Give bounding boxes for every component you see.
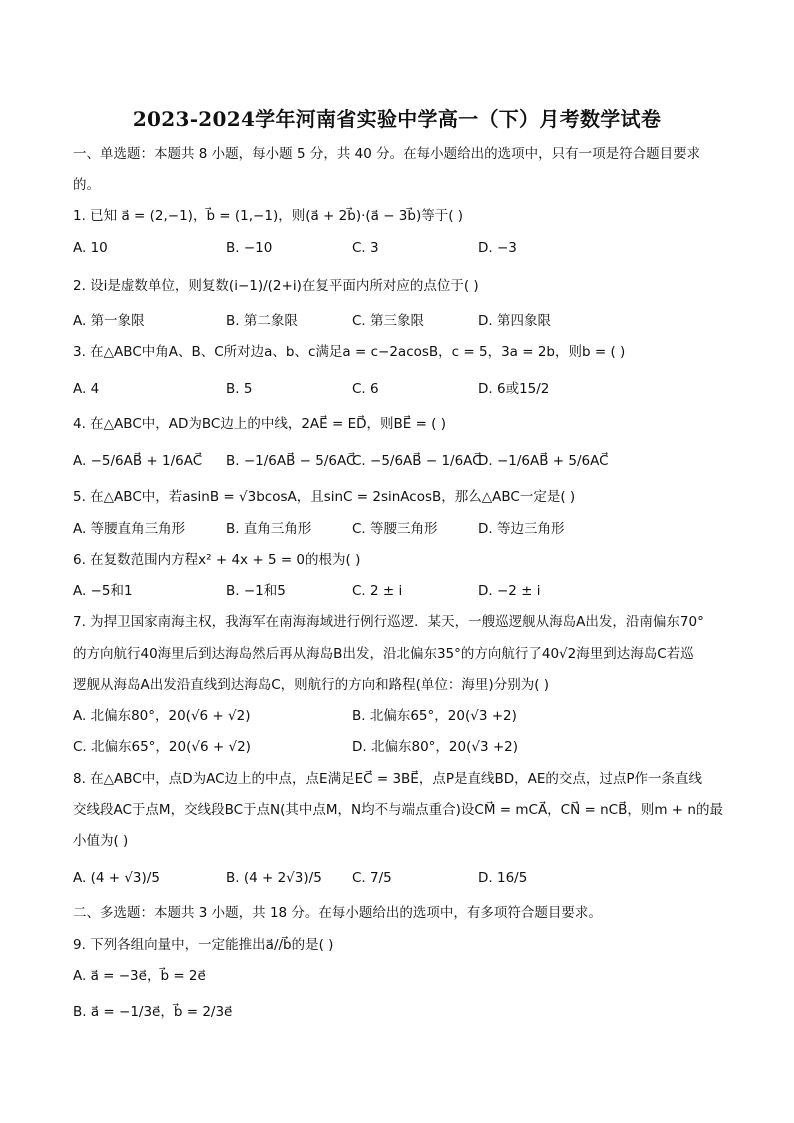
- question-4-option-b: B. −1/6AB⃗ − 5/6AC⃗: [226, 453, 356, 469]
- question-4-option-c: C. −5/6AB⃗ − 1/6AC⃗: [352, 453, 482, 469]
- question-8-stem-line-3: 小值为( ): [73, 833, 129, 849]
- question-7-option-a: A. 北偏东80°，20(√6 + √2): [73, 708, 251, 724]
- question-7-stem-line-1: 7. 为捍卫国家南海主权，我海军在南海海域进行例行巡逻．某天，一艘巡逻舰从海岛A出发，沿南偏东70°: [73, 614, 704, 630]
- question-6-stem: 6. 在复数范围内方程x² + 4x + 5 = 0的根为( ): [73, 552, 361, 568]
- question-5-option-d: D. 等边三角形: [478, 521, 565, 537]
- question-9-stem: 9. 下列各组向量中，一定能推出a⃗//b⃗的是( ): [73, 937, 334, 953]
- question-8-stem-line-1: 8. 在△ABC中，点D为AC边上的中点，点E满足EC⃗ = 3BE⃗，点P是直线BD，AE的交点，过点P作一条直线: [73, 771, 703, 787]
- question-4-option-d: D. −1/6AB⃗ + 5/6AC⃗: [478, 453, 609, 469]
- question-1-option-b: B. −10: [226, 240, 273, 256]
- question-8-stem-line-2: 交线段AC于点M，交线段BC于点N(其中点M，N均不与端点重合)设CM⃗ = mCA⃗，CN⃗ = nCB⃗，则m + n的最: [73, 802, 723, 818]
- section-1-heading-cont: 的。: [73, 177, 100, 193]
- question-3-option-b: B. 5: [226, 381, 253, 397]
- question-3-option-a: A. 4: [73, 381, 100, 397]
- question-2-option-d: D. 第四象限: [478, 313, 551, 329]
- question-4-option-a: A. −5/6AB⃗ + 1/6AC⃗: [73, 453, 203, 469]
- question-8-option-b: B. (4 + 2√3)/5: [226, 870, 322, 886]
- question-5-option-a: A. 等腰直角三角形: [73, 521, 186, 537]
- question-8-option-d: D. 16/5: [478, 870, 528, 886]
- question-7-stem-line-2: 的方向航行40海里后到达海岛然后再从海岛B出发，沿北偏东35°的方向航行了40√2海里到达海岛C若巡: [73, 646, 694, 662]
- question-7-option-b: B. 北偏东65°，20(√3 +2): [352, 708, 517, 724]
- question-6-option-a: A. −5和1: [73, 583, 133, 599]
- question-7-stem-line-3: 逻舰从海岛A出发沿直线到达海岛C，则航行的方向和路程(单位：海里)分别为( ): [73, 677, 550, 693]
- section-1-heading: 一、单选题：本题共 8 小题，每小题 5 分，共 40 分。在每小题给出的选项中，只有一项是符合题目要求: [73, 146, 701, 162]
- question-9-option-a: A. a⃗ = −3e⃗，b⃗ = 2e⃗: [73, 968, 206, 984]
- question-4-stem: 4. 在△ABC中，AD为BC边上的中线，2AE⃗ = ED⃗，则BE⃗ = ( ): [73, 416, 447, 432]
- question-7-option-d: D. 北偏东80°，20(√3 +2): [352, 739, 519, 755]
- question-8-option-c: C. 7/5: [352, 870, 392, 886]
- question-2-option-b: B. 第二象限: [226, 313, 298, 329]
- question-5-option-c: C. 等腰三角形: [352, 521, 438, 537]
- question-1-stem: 1. 已知 a⃗ = (2,−1)，b⃗ = (1,−1)，则(a⃗ + 2b⃗)·(a⃗ − 3b⃗)等于( ): [73, 208, 464, 224]
- question-2-option-c: C. 第三象限: [352, 313, 425, 329]
- question-2-stem: 2. 设i是虚数单位，则复数(i−1)/(2+i)在复平面内所对应的点位于( ): [73, 278, 479, 294]
- question-2-option-a: A. 第一象限: [73, 313, 145, 329]
- question-3-option-d: D. 6或15/2: [478, 381, 550, 397]
- section-2-heading: 二、多选题：本题共 3 小题，共 18 分。在每小题给出的选项中，有多项符合题目要求。: [73, 905, 602, 921]
- question-3-option-c: C. 6: [352, 381, 379, 397]
- question-9-option-b: B. a⃗ = −1/3e⃗，b⃗ = 2/3e⃗: [73, 1004, 233, 1020]
- page-title: 2023-2024学年河南省实验中学高一（下）月考数学试卷: [132, 107, 662, 131]
- question-3-stem: 3. 在△ABC中角A、B、C所对边a、b、c满足a = c−2acosB，c = 5，3a = 2b，则b = ( ): [73, 344, 626, 360]
- question-6-option-c: C. 2 ± i: [352, 583, 403, 599]
- question-5-option-b: B. 直角三角形: [226, 521, 312, 537]
- question-8-option-a: A. (4 + √3)/5: [73, 870, 160, 886]
- question-6-option-b: B. −1和5: [226, 583, 286, 599]
- question-1-option-a: A. 10: [73, 240, 108, 256]
- question-5-stem: 5. 在△ABC中，若asinB = √3bcosA，且sinC = 2sinAcosB，那么△ABC一定是( ): [73, 489, 576, 505]
- question-7-option-c: C. 北偏东65°，20(√6 + √2): [73, 739, 251, 755]
- question-6-option-d: D. −2 ± i: [478, 583, 541, 599]
- question-1-option-c: C. 3: [352, 240, 379, 256]
- question-1-option-d: D. −3: [478, 240, 517, 256]
